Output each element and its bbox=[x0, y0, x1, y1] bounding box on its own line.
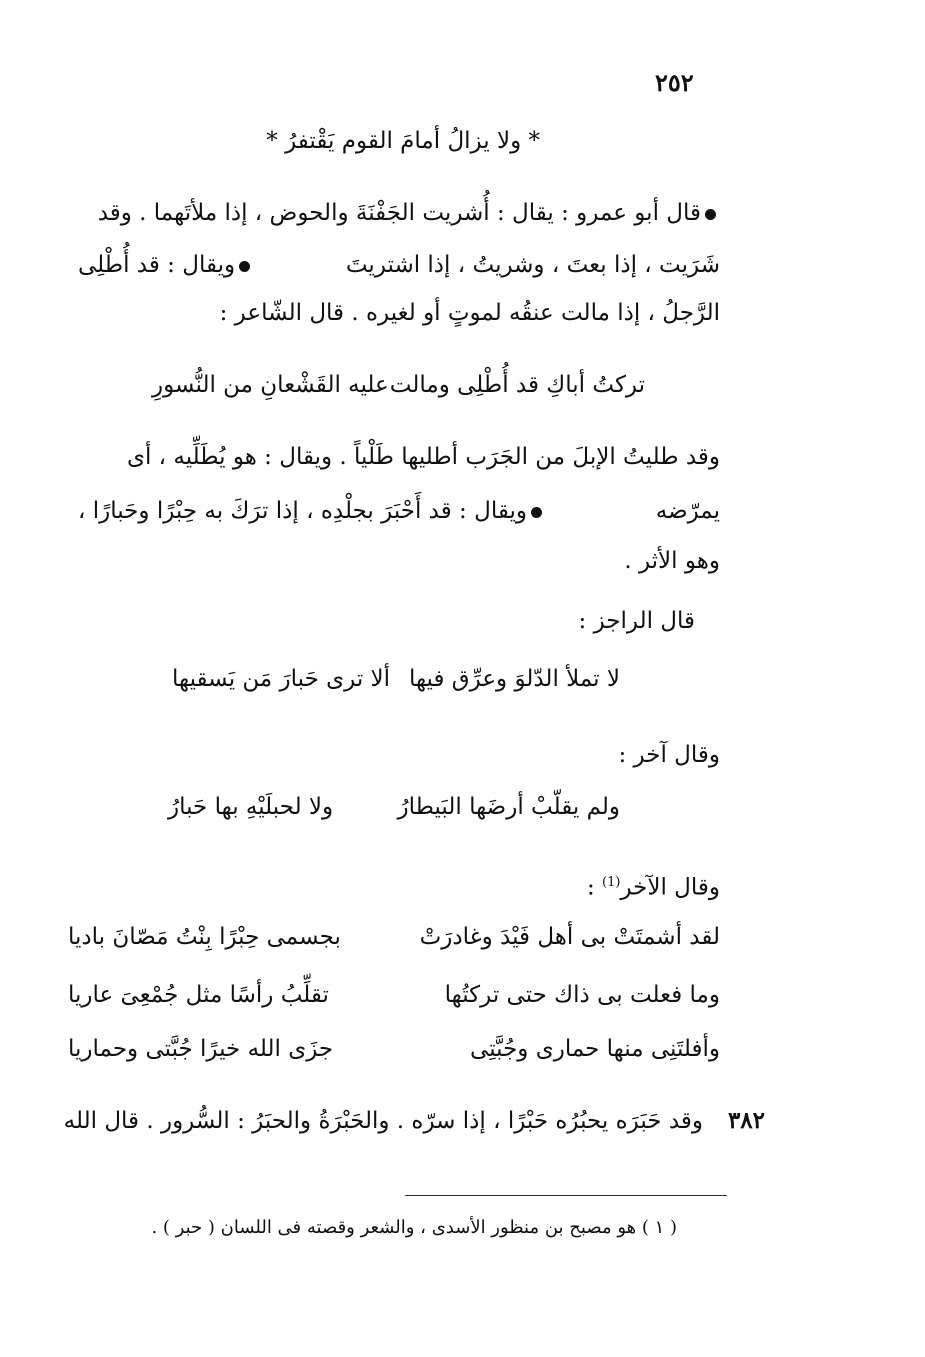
third-poet-intro-colon: : bbox=[586, 874, 595, 901]
bullet-icon bbox=[531, 507, 542, 518]
page-number: ٢٥٢ bbox=[655, 68, 694, 97]
paragraph-2-line-2-left bbox=[78, 494, 546, 528]
verse-4-line-3-first-hemistich: وأفلتَنِى منها حمارى وجُبَّتِى bbox=[470, 1036, 720, 1062]
paragraph-2-line-3: وهو الأثر . bbox=[624, 548, 720, 574]
verse-4-line-2-second-hemistich: تقلِّبُ رأسًا مثل جُمْعِىَ عاريا bbox=[68, 982, 329, 1008]
verse-1-first-hemistich: تركتُ أباكِ قد أُطْلِى ومالت bbox=[389, 372, 645, 398]
other-poet-intro: وقال آخر : bbox=[618, 742, 720, 768]
verse-1-second-hemistich: عليه القَشْعانِ من النُّسورِ bbox=[152, 372, 389, 398]
paragraph-2-line-2-right: يمرّضه bbox=[655, 498, 720, 524]
paragraph-1-line-1-text: قال أبو عمرو : يقال : أُشريت الجَفْنَةَ والحوض ، إذا ملأتَهما . وقد bbox=[97, 200, 701, 226]
verse-4-line-1-first-hemistich: لقد أشمتَتْ بى أهل فَيْدَ وغادرَتْ bbox=[419, 924, 720, 950]
paragraph-2-line-1: وقد طليتُ الإبلَ من الجَرَب أطليها طَلْياً . ويقال : هو يُطَلِّيه ، أى bbox=[126, 444, 720, 470]
paragraph-1-line-1 bbox=[98, 196, 720, 230]
paragraph-1-line-2-left-text: ويقال : قد أُطْلِى bbox=[78, 252, 236, 278]
footnote-divider bbox=[405, 1195, 727, 1196]
bullet-icon bbox=[239, 261, 250, 272]
rajiz-intro: قال الراجز : bbox=[578, 608, 695, 634]
third-poet-intro bbox=[587, 866, 720, 905]
margin-entry-number: ٣٨٢ bbox=[727, 1107, 765, 1134]
verse-2-second-hemistich: ألا ترى حَبارَ مَن يَسقيها bbox=[172, 666, 391, 692]
verse-3-first-hemistich: ولم يقلّبْ أرضَها البَيطارُ bbox=[397, 794, 620, 820]
verse-4-line-1-second-hemistich: بجسمى حِبْرًا بِنْتُ مَصّانَ باديا bbox=[68, 924, 341, 950]
paragraph-3-line-1: وقد حَبَرَه يحبُرُه حَبْرًا ، إذا سرّه . والحَبْرَةُ والحبَرُ : السُّرور . قال الله bbox=[63, 1108, 703, 1134]
verse-3-second-hemistich: ولا لحبلَيْهِ بها حَبارُ bbox=[168, 794, 334, 820]
verse-2-first-hemistich: لا تملأ الدّلوَ وعرِّق فيها bbox=[408, 666, 620, 692]
verse-4-line-2-first-hemistich: وما فعلت بى ذاك حتى تركتُها bbox=[444, 982, 720, 1008]
third-poet-intro-text: وقال الآخر bbox=[620, 874, 720, 901]
verse-4-line-3-second-hemistich: جزَى الله خيرًا جُبَّتى وحماريا bbox=[68, 1036, 334, 1062]
paragraph-1-line-3: الرَّجلُ ، إذا مالت عنقُه لموتٍ أو لغيره . قال الشّاعر : bbox=[219, 300, 720, 326]
footnote: ( ١ ) هو مصبح بن منظور الأسدى ، والشعر وقصته فى اللسان ( حبر ) . bbox=[151, 1217, 677, 1238]
footnote-marker: (1) bbox=[602, 875, 621, 890]
paragraph-1-line-2-left bbox=[78, 248, 254, 282]
bullet-icon bbox=[705, 209, 716, 220]
paragraph-1-line-2-right: شَرَيت ، إذا بعتَ ، وشريتُ ، إذا اشتريتَ bbox=[345, 252, 720, 278]
paragraph-2-line-2-left-text: ويقال : قد أَحْبَرَ بجلْدِه ، إذا ترَكَ به حِبْرًا وحَبارًا ، bbox=[78, 498, 527, 524]
verse-header: * ولا يزالُ أمامَ القوم يَقْتفرُ * bbox=[266, 128, 540, 154]
